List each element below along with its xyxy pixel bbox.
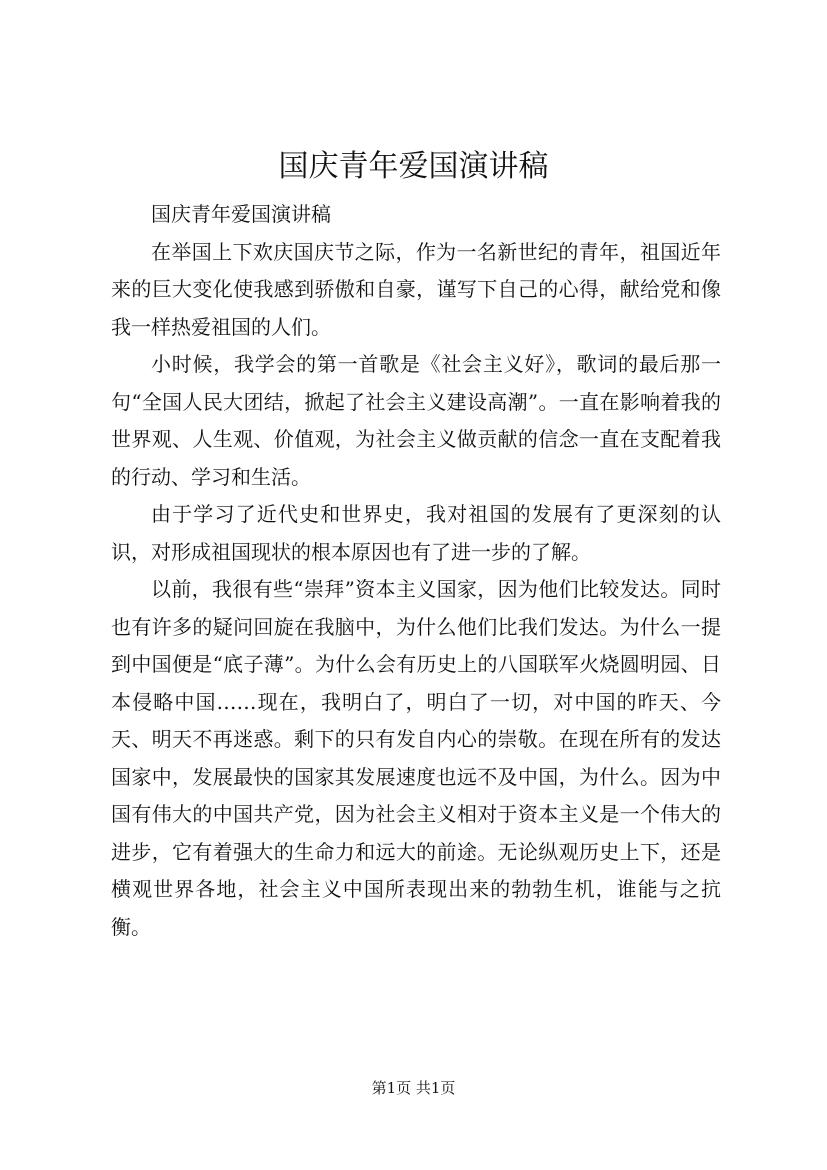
page-number-footer: 第1页 共1页: [371, 1079, 456, 1097]
body-paragraph: 小时候，我学会的第一首歌是《社会主义好》，歌词的最后那一句“全国人民大团结，掀起了社会主义建设高潮”。一直在影响着我的世界观、人生观、价值观，为社会主义做贡献的信念一直在支配着我的行动、学习和生活。: [111, 352, 721, 489]
body-paragraph: 在举国上下欢庆国庆节之际，作为一名新世纪的青年，祖国近年来的巨大变化使我感到骄傲和自豪，谨写下自己的心得，献给党和像我一样热爱祖国的人们。: [111, 239, 721, 339]
body-paragraph-heading: 国庆青年爱国演讲稿: [151, 202, 331, 226]
document-title: 国庆青年爱国演讲稿: [278, 149, 549, 184]
body-paragraph: 以前，我很有些“崇拜”资本主义国家，因为他们比较发达。同时也有许多的疑问回旋在我脑中，为什么他们比我们发达。为什么一提到中国便是“底子薄”。为什么会有历史上的八国联军火烧圆明园、日本侵略中国……现在，我明白了，明白了一切，对中国的昨天、今天、明天不再迷惑。剩下的只有发自内心的崇敬。在现在所有的发达国家中，发展最快的国家其发展速度也远不及中国，为什么。因为中国有伟大的中国共产党，因为社会主义相对于资本主义是一个伟大的进步，它有着强大的生命力和远大的前途。无论纵观历史上下，还是横观世界各地，社会主义中国所表现出来的勃勃生机，谁能与之抗衡。: [111, 577, 721, 939]
document-body: [111, 196, 721, 946]
body-paragraph: 由于学习了近代史和世界史，我对祖国的发展有了更深刻的认识，对形成祖国现状的根本原因也有了进一步的了解。: [111, 502, 721, 564]
